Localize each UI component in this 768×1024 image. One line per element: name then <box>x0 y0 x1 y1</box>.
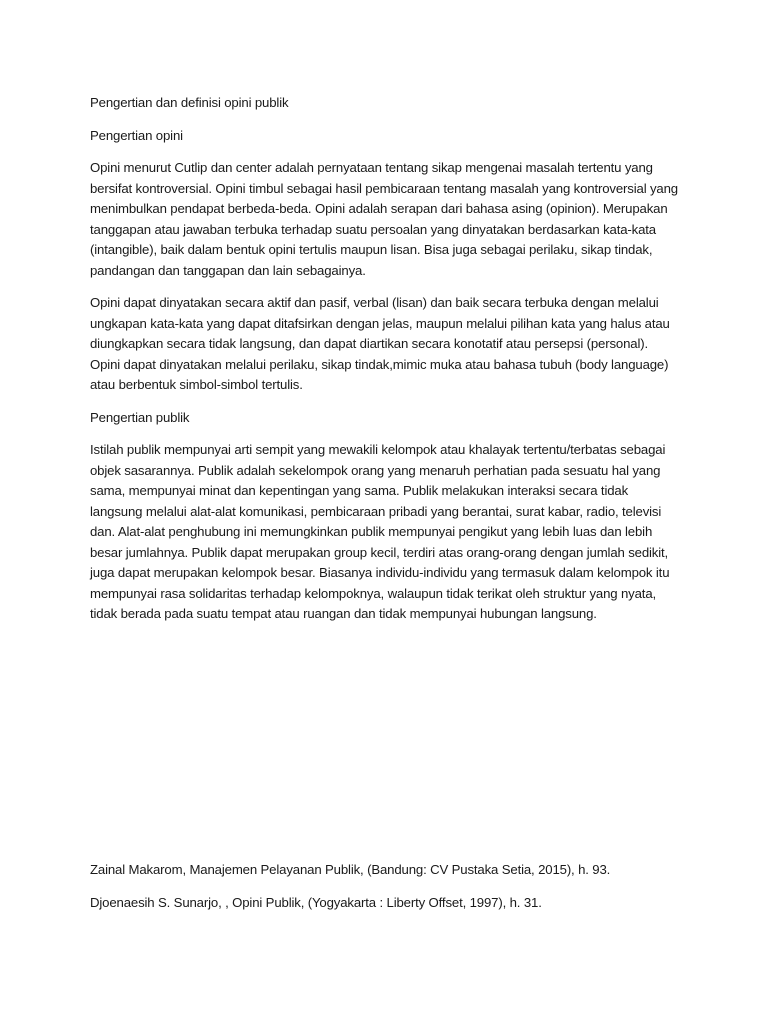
footnotes <box>90 860 690 925</box>
section-heading-publik: Pengertian publik <box>90 409 190 425</box>
footnote-1: Zainal Makarom, Manajemen Pelayanan Publik, (Bandung: CV Pustaka Setia, 2015), h. 93. <box>90 862 611 877</box>
section-heading-opini: Pengertian opini <box>90 127 183 143</box>
document-title: Pengertian dan definisi opini publik <box>90 95 289 110</box>
footnote-2: Djoenaesih S. Sunarjo, , Opini Publik, (Yogyakarta : Liberty Offset, 1997), h. 31. <box>90 894 542 910</box>
paragraph-publik-definition: Istilah publik mempunyai arti sempit yang mewakili kelompok atau khalayak tertentu/terbatas sebagai objek sasarannya. Publik adalah sekelompok orang yang menaruh perhatian pada sesuatu hal yang sama, mempunyai minat dan kepentingan yang sama. Publik melakukan interaksi secara tidak langsung melalui alat-alat komunikasi, pembicaraan pribadi yang berantai, surat kabar, radio, televisi dan. Alat-alat penghubung ini memungkinkan publik mempunyai pengikut yang lebih luas dan lebih besar jumlahnya. Publik dapat merupakan group kecil, terdiri atas orang-orang dengan jumlah sedikit, juga dapat merupakan kelompok besar. Biasanya individu-individu yang termasuk dalam kelompok itu mempunyai rasa solidaritas terhadap kelompoknya, walaupun tidak terikat oleh struktur yang nyata, tidak berada pada suatu tempat atau ruangan dan tidak mempunyai hubungan langsung. <box>90 442 670 621</box>
document-body <box>90 93 678 637</box>
paragraph-opini-expression: Opini dapat dinyatakan secara aktif dan pasif, verbal (lisan) dan baik secara terbuka dengan melalui ungkapan kata-kata yang dapat ditafsirkan dengan jelas, maupun melalui pilihan kata yang halus atau diungkapkan secara tidak langsung, dan dapat diartikan secara konotatif atau persepsi (personal). Opini dapat dinyatakan melalui perilaku, sikap tindak,mimic muka atau bahasa tubuh (body language) atau berbentuk simbol-simbol tertulis. <box>90 295 670 392</box>
paragraph-opini-definition: Opini menurut Cutlip dan center adalah pernyataan tentang sikap mengenai masalah tertentu yang bersifat kontroversial. Opini timbul sebagai hasil pembicaraan tentang masalah yang kontroversial yang menimbulkan pendapat berbeda-beda. Opini adalah serapan dari bahasa asing (opinion). Merupakan tanggapan atau jawaban terbuka terhadap suatu persoalan yang dinyatakan berdasarkan kata-kata (intangible), baik dalam bentuk opini tertulis maupun lisan. Bisa juga sebagai perilaku, sikap tindak, pandangan dan tanggapan dan lain sebagainya. <box>90 160 678 278</box>
